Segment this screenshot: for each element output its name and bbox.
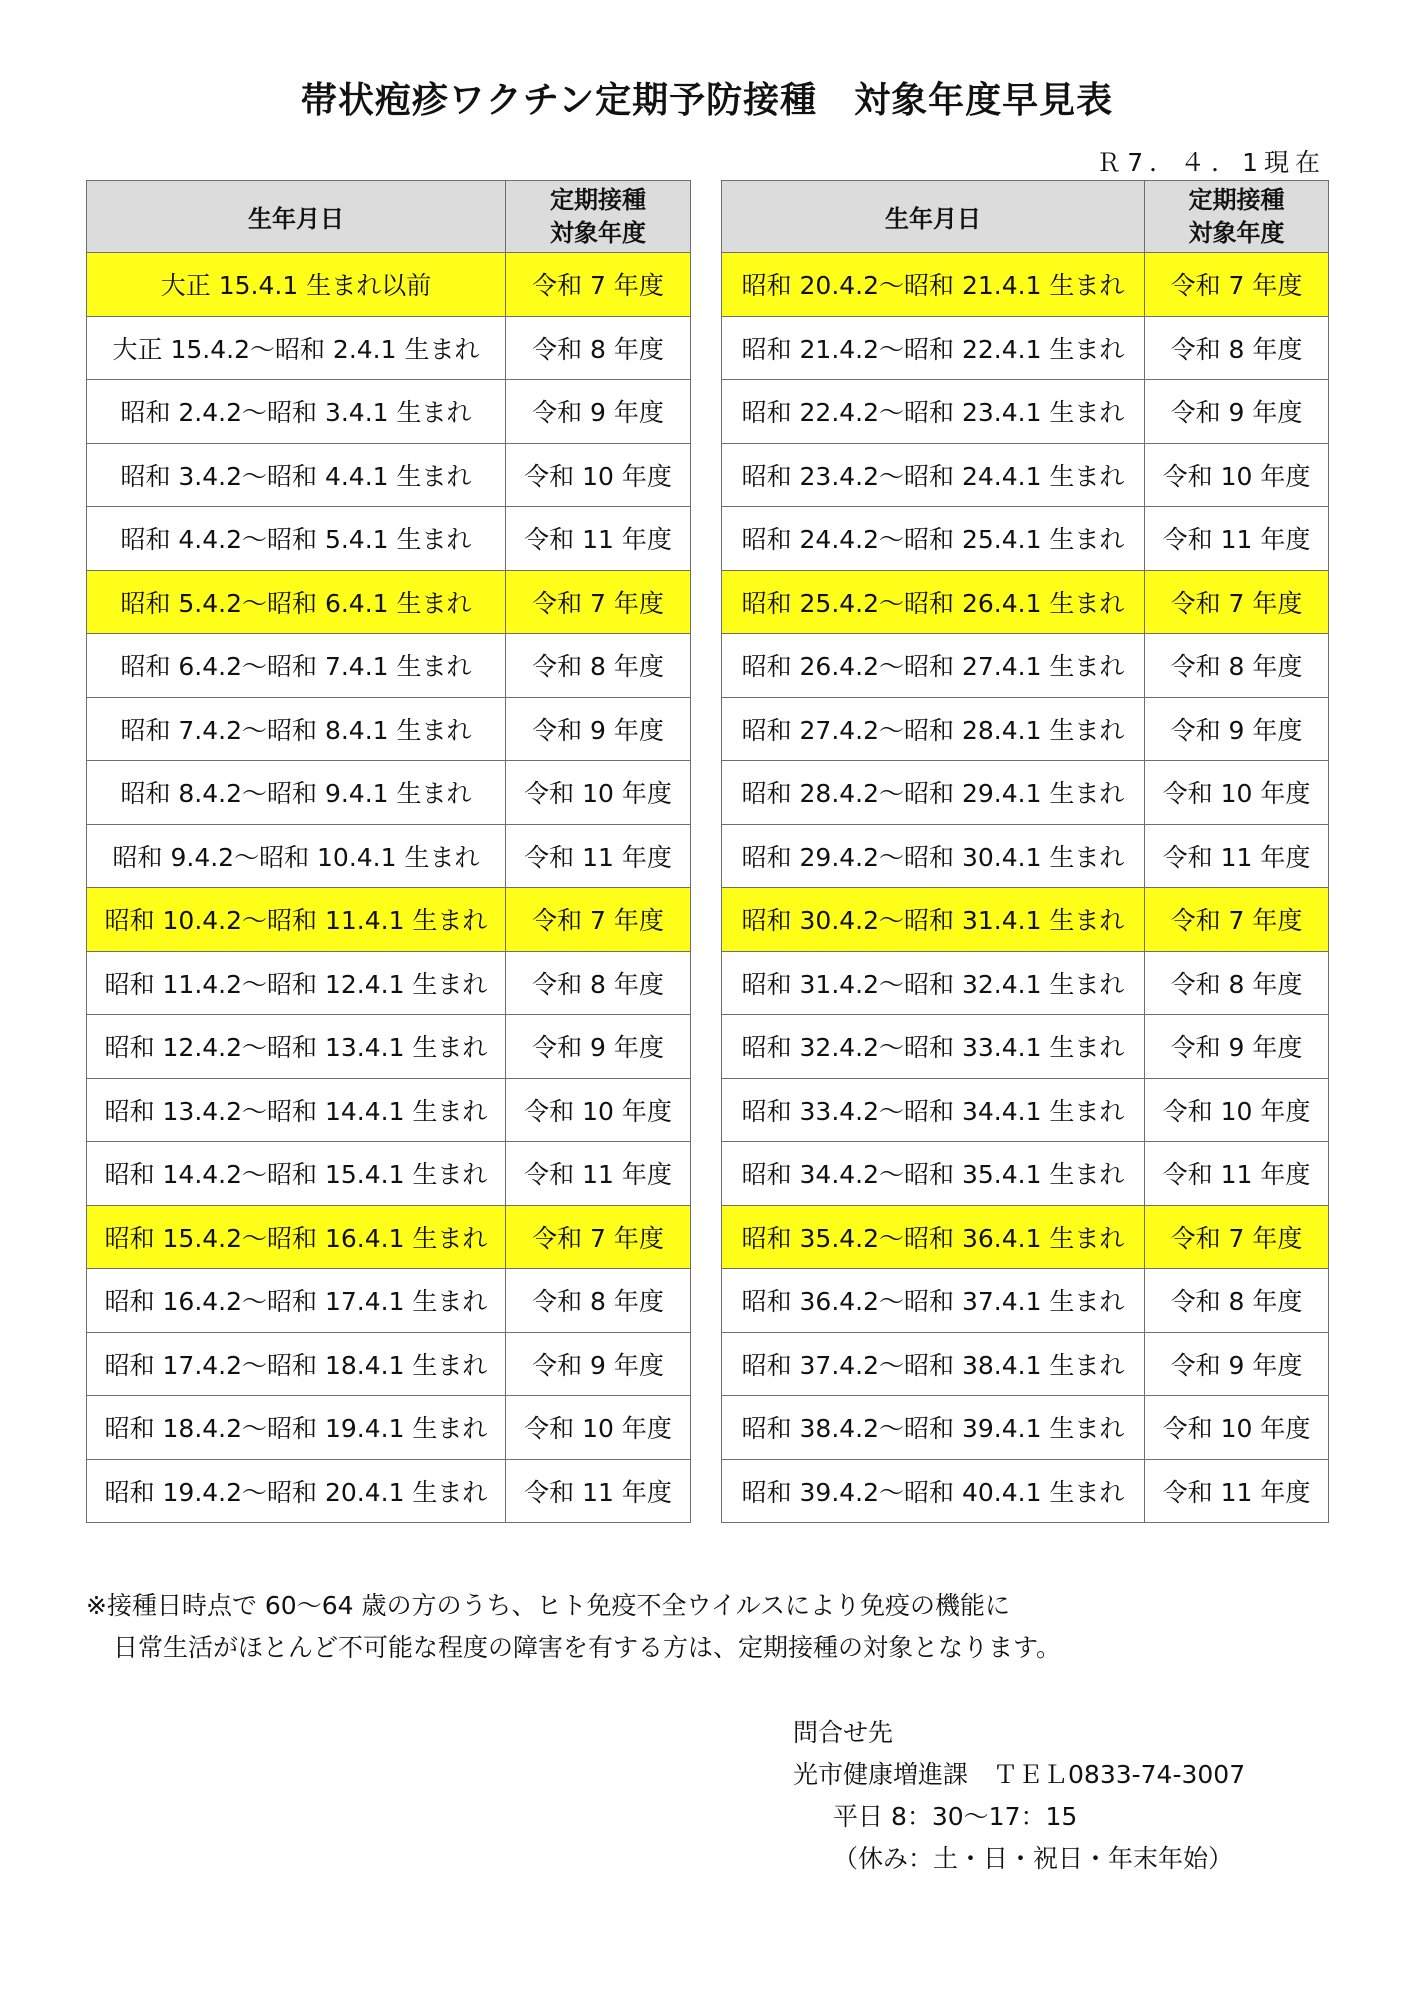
birth-date-range-cell: 昭和 21.4.2～昭和 22.4.1 生まれ <box>722 316 1145 380</box>
target-year-cell: 令和 7 年度 <box>506 1205 691 1269</box>
header-target-year <box>506 181 691 253</box>
table-row <box>87 1332 691 1396</box>
contact-heading: 問合せ先 <box>793 1718 894 1747</box>
table-row <box>722 507 1329 571</box>
birth-date-range-cell: 昭和 10.4.2～昭和 11.4.1 生まれ <box>87 888 506 952</box>
target-year-cell: 令和 10 年度 <box>1145 443 1329 507</box>
birth-date-range-cell: 昭和 5.4.2～昭和 6.4.1 生まれ <box>87 570 506 634</box>
header-target-line2: 対象年度 <box>1188 218 1285 247</box>
birth-date-range-cell: 昭和 32.4.2～昭和 33.4.1 生まれ <box>722 1015 1145 1079</box>
target-year-cell: 令和 8 年度 <box>1145 951 1329 1015</box>
birth-date-range-cell: 昭和 24.4.2～昭和 25.4.1 生まれ <box>722 507 1145 571</box>
table-row <box>87 697 691 761</box>
target-year-cell: 令和 10 年度 <box>1145 1078 1329 1142</box>
birth-date-range-cell: 昭和 17.4.2～昭和 18.4.1 生まれ <box>87 1332 506 1396</box>
birth-date-range-cell: 昭和 15.4.2～昭和 16.4.1 生まれ <box>87 1205 506 1269</box>
table-row <box>87 634 691 698</box>
birth-date-range-cell: 昭和 37.4.2～昭和 38.4.1 生まれ <box>722 1332 1145 1396</box>
birth-date-range-cell: 昭和 4.4.2～昭和 5.4.1 生まれ <box>87 507 506 571</box>
table-row <box>722 253 1329 317</box>
table-row <box>722 1396 1329 1460</box>
table-row <box>722 316 1329 380</box>
target-year-cell: 令和 10 年度 <box>506 1396 691 1460</box>
target-year-cell: 令和 7 年度 <box>1145 570 1329 634</box>
target-year-cell: 令和 10 年度 <box>1145 761 1329 825</box>
birth-date-range-cell: 昭和 8.4.2～昭和 9.4.1 生まれ <box>87 761 506 825</box>
table-row <box>87 888 691 952</box>
contact-info <box>793 1712 1245 1880</box>
birth-date-range-cell: 昭和 28.4.2～昭和 29.4.1 生まれ <box>722 761 1145 825</box>
birth-date-range-cell: 昭和 9.4.2～昭和 10.4.1 生まれ <box>87 824 506 888</box>
birth-date-range-cell: 昭和 11.4.2～昭和 12.4.1 生まれ <box>87 951 506 1015</box>
table-row <box>87 443 691 507</box>
target-year-cell: 令和 8 年度 <box>506 951 691 1015</box>
table-row <box>722 1015 1329 1079</box>
table-row <box>722 697 1329 761</box>
table-row <box>722 570 1329 634</box>
birth-date-range-cell: 昭和 25.4.2～昭和 26.4.1 生まれ <box>722 570 1145 634</box>
table-row <box>87 951 691 1015</box>
table-row <box>87 761 691 825</box>
table-row <box>87 1015 691 1079</box>
contact-dept-tel: 光市健康増進課 ＴＥＬ0833-74-3007 <box>793 1760 1246 1789</box>
target-year-cell: 令和 7 年度 <box>1145 888 1329 952</box>
table-row <box>87 1078 691 1142</box>
header-target-year <box>1145 181 1329 253</box>
table-row <box>722 1459 1329 1523</box>
birth-date-range-cell: 昭和 31.4.2～昭和 32.4.1 生まれ <box>722 951 1145 1015</box>
target-year-cell: 令和 11 年度 <box>1145 824 1329 888</box>
table-row <box>87 316 691 380</box>
target-year-cell: 令和 10 年度 <box>506 1078 691 1142</box>
birth-date-range-cell: 昭和 35.4.2～昭和 36.4.1 生まれ <box>722 1205 1145 1269</box>
target-year-cell: 令和 9 年度 <box>506 697 691 761</box>
table-row <box>722 443 1329 507</box>
table-row <box>87 1396 691 1460</box>
birth-date-range-cell: 昭和 14.4.2～昭和 15.4.1 生まれ <box>87 1142 506 1206</box>
birth-date-range-cell: 昭和 30.4.2～昭和 31.4.1 生まれ <box>722 888 1145 952</box>
birth-date-range-cell: 昭和 36.4.2～昭和 37.4.1 生まれ <box>722 1269 1145 1333</box>
birth-date-range-cell: 昭和 20.4.2～昭和 21.4.1 生まれ <box>722 253 1145 317</box>
table-header-row <box>722 181 1329 253</box>
table-row <box>87 1142 691 1206</box>
birth-date-range-cell: 昭和 33.4.2～昭和 34.4.1 生まれ <box>722 1078 1145 1142</box>
target-year-cell: 令和 7 年度 <box>506 570 691 634</box>
target-year-cell: 令和 7 年度 <box>506 253 691 317</box>
table-row <box>722 1269 1329 1333</box>
target-year-cell: 令和 8 年度 <box>1145 316 1329 380</box>
birth-date-range-cell: 昭和 6.4.2～昭和 7.4.1 生まれ <box>87 634 506 698</box>
table-row <box>722 1332 1329 1396</box>
target-year-cell: 令和 9 年度 <box>1145 1332 1329 1396</box>
table-header-row <box>87 181 691 253</box>
target-year-cell: 令和 11 年度 <box>506 507 691 571</box>
table-row <box>722 634 1329 698</box>
header-target-line2: 対象年度 <box>550 218 646 247</box>
note-line-2: 日常生活がほとんど不可能な程度の障害を有する方は、定期接種の対象となります。 <box>113 1633 1062 1662</box>
eligibility-table-right <box>721 180 1329 1523</box>
birth-date-range-cell: 昭和 38.4.2～昭和 39.4.1 生まれ <box>722 1396 1145 1460</box>
table-row <box>87 570 691 634</box>
target-year-cell: 令和 8 年度 <box>506 634 691 698</box>
contact-closed-days: （休み：土・日・祝日・年末年始） <box>833 1844 1234 1873</box>
table-row <box>87 507 691 571</box>
table-row <box>722 951 1329 1015</box>
table-row <box>87 1205 691 1269</box>
target-year-cell: 令和 10 年度 <box>506 761 691 825</box>
birth-date-range-cell: 昭和 18.4.2～昭和 19.4.1 生まれ <box>87 1396 506 1460</box>
table-row <box>722 1078 1329 1142</box>
target-year-cell: 令和 11 年度 <box>506 1142 691 1206</box>
target-year-cell: 令和 10 年度 <box>506 443 691 507</box>
birth-date-range-cell: 昭和 39.4.2～昭和 40.4.1 生まれ <box>722 1459 1145 1523</box>
birth-date-range-cell: 昭和 12.4.2～昭和 13.4.1 生まれ <box>87 1015 506 1079</box>
target-year-cell: 令和 9 年度 <box>1145 1015 1329 1079</box>
as-of-date: Ｒ7．４．1現在 <box>1096 148 1326 177</box>
table-row <box>87 380 691 444</box>
table-row <box>87 1269 691 1333</box>
target-year-cell: 令和 11 年度 <box>1145 507 1329 571</box>
birth-date-range-cell: 昭和 7.4.2～昭和 8.4.1 生まれ <box>87 697 506 761</box>
birth-date-range-cell: 昭和 3.4.2～昭和 4.4.1 生まれ <box>87 443 506 507</box>
target-year-cell: 令和 8 年度 <box>1145 1269 1329 1333</box>
birth-date-range-cell: 大正 15.4.1 生まれ以前 <box>87 253 506 317</box>
eligibility-note <box>86 1585 1061 1669</box>
table-row <box>722 824 1329 888</box>
target-year-cell: 令和 9 年度 <box>506 1015 691 1079</box>
header-target-line1: 定期接種 <box>550 185 646 214</box>
page-title: 帯状疱疹ワクチン定期予防接種 対象年度早見表 <box>300 80 1114 121</box>
table-row <box>722 888 1329 952</box>
birth-date-range-cell: 昭和 22.4.2～昭和 23.4.1 生まれ <box>722 380 1145 444</box>
contact-hours: 平日 8：30～17：15 <box>833 1802 1078 1831</box>
target-year-cell: 令和 8 年度 <box>1145 634 1329 698</box>
table-row <box>87 824 691 888</box>
table-row <box>722 1205 1329 1269</box>
birth-date-range-cell: 昭和 27.4.2～昭和 28.4.1 生まれ <box>722 697 1145 761</box>
table-row <box>722 761 1329 825</box>
target-year-cell: 令和 7 年度 <box>506 888 691 952</box>
birth-date-range-cell: 昭和 26.4.2～昭和 27.4.1 生まれ <box>722 634 1145 698</box>
table-row <box>87 1459 691 1523</box>
target-year-cell: 令和 11 年度 <box>1145 1142 1329 1206</box>
header-birth-date: 生年月日 <box>87 181 506 253</box>
birth-date-range-cell: 大正 15.4.2～昭和 2.4.1 生まれ <box>87 316 506 380</box>
header-birth-date: 生年月日 <box>722 181 1145 253</box>
target-year-cell: 令和 8 年度 <box>506 1269 691 1333</box>
table-row <box>87 253 691 317</box>
target-year-cell: 令和 7 年度 <box>1145 253 1329 317</box>
birth-date-range-cell: 昭和 16.4.2～昭和 17.4.1 生まれ <box>87 1269 506 1333</box>
target-year-cell: 令和 7 年度 <box>1145 1205 1329 1269</box>
birth-date-range-cell: 昭和 34.4.2～昭和 35.4.1 生まれ <box>722 1142 1145 1206</box>
eligibility-table-left <box>86 180 691 1523</box>
header-target-line1: 定期接種 <box>1188 185 1285 214</box>
birth-date-range-cell: 昭和 13.4.2～昭和 14.4.1 生まれ <box>87 1078 506 1142</box>
target-year-cell: 令和 11 年度 <box>506 824 691 888</box>
birth-date-range-cell: 昭和 29.4.2～昭和 30.4.1 生まれ <box>722 824 1145 888</box>
table-row <box>722 1142 1329 1206</box>
target-year-cell: 令和 9 年度 <box>506 1332 691 1396</box>
target-year-cell: 令和 9 年度 <box>1145 697 1329 761</box>
note-line-1: ※接種日時点で 60～64 歳の方のうち、ヒト免疫不全ウイルスにより免疫の機能に <box>86 1591 1010 1620</box>
birth-date-range-cell: 昭和 2.4.2～昭和 3.4.1 生まれ <box>87 380 506 444</box>
target-year-cell: 令和 11 年度 <box>506 1459 691 1523</box>
birth-date-range-cell: 昭和 23.4.2～昭和 24.4.1 生まれ <box>722 443 1145 507</box>
birth-date-range-cell: 昭和 19.4.2～昭和 20.4.1 生まれ <box>87 1459 506 1523</box>
target-year-cell: 令和 9 年度 <box>1145 380 1329 444</box>
target-year-cell: 令和 11 年度 <box>1145 1459 1329 1523</box>
table-row <box>722 380 1329 444</box>
target-year-cell: 令和 10 年度 <box>1145 1396 1329 1460</box>
target-year-cell: 令和 9 年度 <box>506 380 691 444</box>
target-year-cell: 令和 8 年度 <box>506 316 691 380</box>
